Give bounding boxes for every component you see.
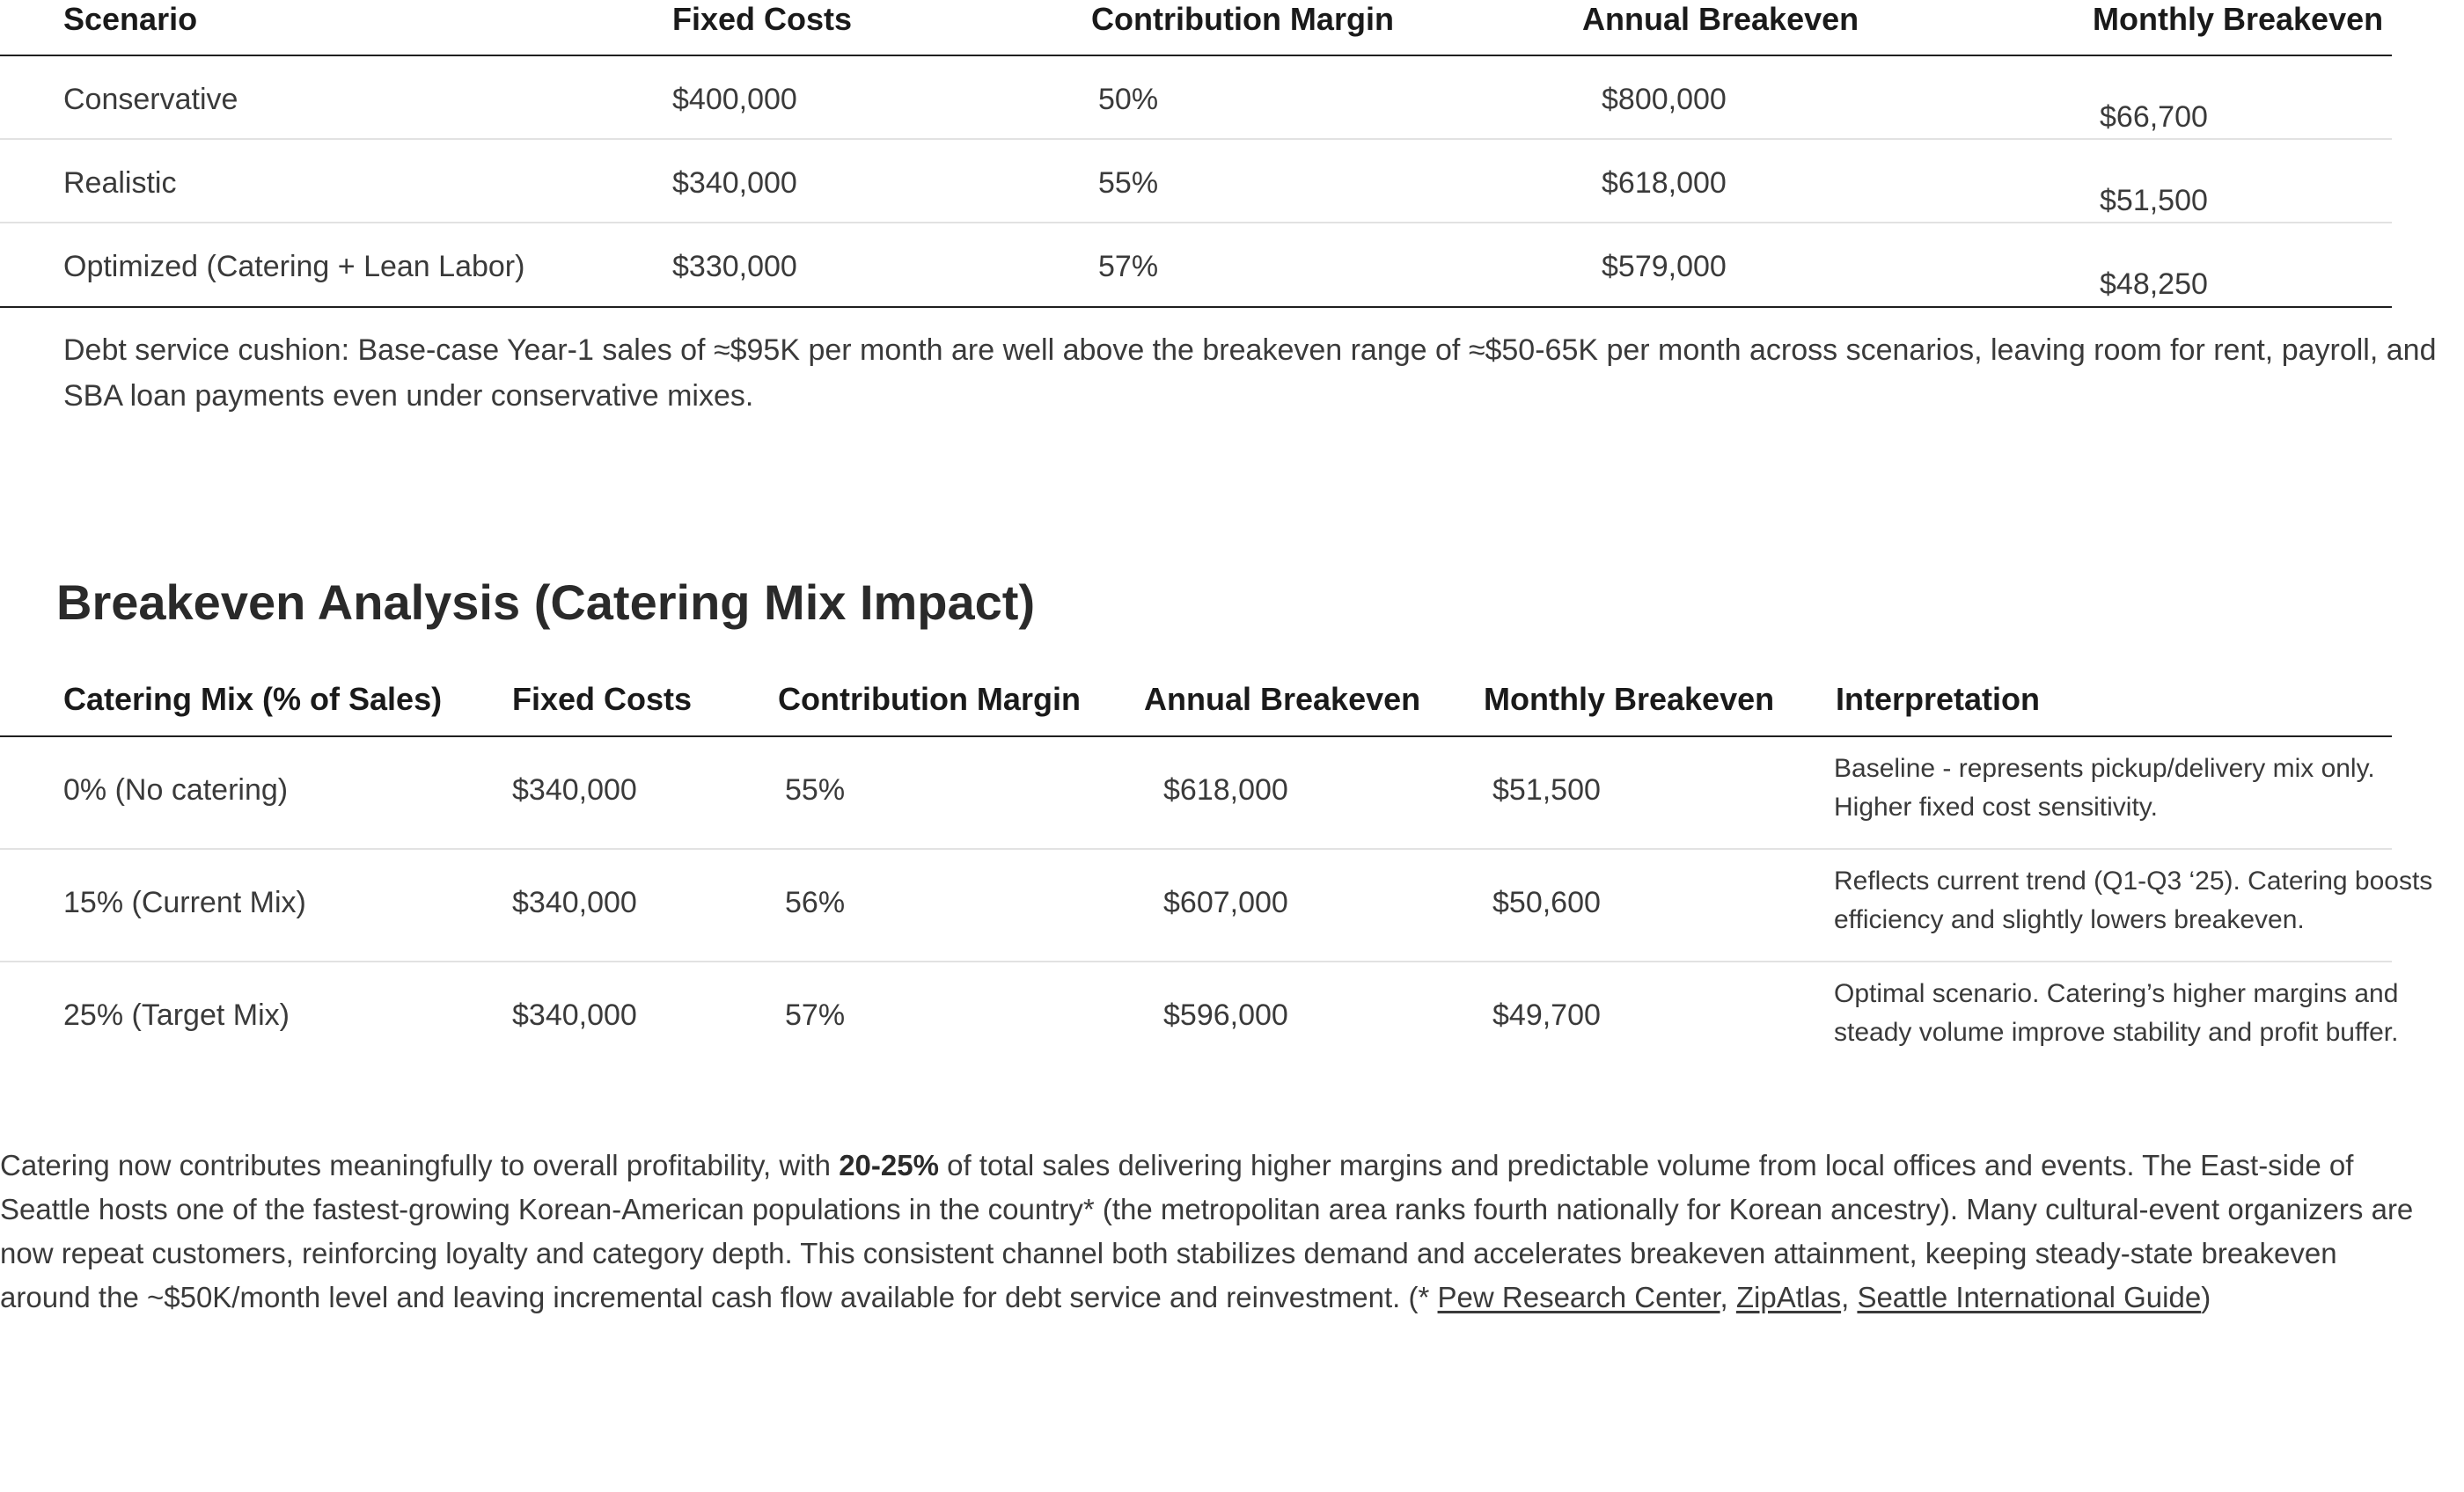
cell-monthly-breakeven: $49,700	[1492, 998, 1601, 1032]
zipatlas-link[interactable]: ZipAtlas	[1735, 1281, 1842, 1313]
paragraph-line-4	[0, 1276, 2455, 1320]
cell-annual-breakeven: $618,000	[1602, 166, 1727, 200]
paragraph-line-2: Seattle hosts one of the fastest-growing Korean-American populations in the country* (the metropolitan area ranks fourth nationally for Korean ancestry). Many cultural-event organizers are	[0, 1193, 2414, 1225]
seattle-international-guide-link[interactable]: Seattle International Guide	[1857, 1281, 2202, 1313]
header-contribution-margin: Contribution Margin	[1091, 1, 1394, 37]
cell-fixed-costs: $340,000	[672, 166, 797, 200]
cell-monthly-breakeven: $51,500	[1492, 773, 1601, 807]
cell-contribution-margin: 56%	[785, 886, 846, 919]
table-row	[0, 140, 2392, 223]
debt-service-note	[63, 327, 2464, 419]
cell-scenario: Realistic	[63, 166, 177, 200]
cell-interpretation: Reflects current trend (Q1-Q3 ‘25). Catering boosts efficiency and slightly lowers breakeven.	[1834, 867, 2433, 934]
header-annual-breakeven: Annual Breakeven	[1582, 1, 1859, 37]
table-row	[0, 737, 2392, 850]
cell-scenario: Optimized (Catering + Lean Labor)	[63, 250, 525, 283]
table-header-row	[0, 0, 2392, 56]
cell-interpretation: Optimal scenario. Catering’s higher margins and steady volume improve stability and profit buffer.	[1834, 979, 2399, 1047]
cell-scenario: Conservative	[63, 83, 238, 116]
cell-contribution-margin: 57%	[785, 998, 846, 1032]
catering-share-highlight: 20-25%	[839, 1149, 939, 1181]
cell-annual-breakeven: $596,000	[1163, 998, 1288, 1032]
paragraph-text: )	[2201, 1281, 2211, 1313]
paragraph-text: around the ~$50K/month level and leaving incremental cash flow available for debt service and reinvestment. (*	[0, 1281, 1438, 1313]
pew-research-link[interactable]: Pew Research Center	[1437, 1281, 1720, 1313]
cell-fixed-costs: $330,000	[672, 250, 797, 283]
paragraph-line-3: now repeat customers, reinforcing loyalty and category depth. This consistent channel both stabilizes demand and accelerates breakeven attainment, keeping steady-state breakeven	[0, 1237, 2337, 1269]
header-interpretation: Interpretation	[1836, 681, 2041, 717]
cell-monthly-breakeven: $48,250	[2100, 267, 2208, 301]
table-row	[0, 850, 2433, 962]
header-fixed-costs: Fixed Costs	[672, 1, 853, 37]
separator: ,	[1720, 1281, 1736, 1313]
header-fixed-costs: Fixed Costs	[512, 681, 693, 717]
paragraph-text: Catering now contributes meaningfully to overall profitability, with	[0, 1149, 840, 1181]
table-header-row	[0, 679, 2392, 737]
cell-fixed-costs: $340,000	[512, 886, 637, 919]
cell-contribution-margin: 57%	[1098, 250, 1159, 283]
paragraph-line-1	[0, 1144, 2455, 1188]
cell-fixed-costs: $400,000	[672, 83, 797, 116]
cell-contribution-margin: 50%	[1098, 83, 1159, 116]
cell-annual-breakeven: $618,000	[1163, 773, 1288, 807]
header-contribution-margin: Contribution Margin	[778, 681, 1081, 717]
cell-monthly-breakeven: $51,500	[2100, 184, 2208, 217]
section-heading: Breakeven Analysis (Catering Mix Impact)	[56, 574, 1036, 630]
header-annual-breakeven: Annual Breakeven	[1144, 681, 1421, 717]
cell-contribution-margin: 55%	[785, 773, 846, 807]
cell-contribution-margin: 55%	[1098, 166, 1159, 200]
header-monthly-breakeven: Monthly Breakeven	[2093, 1, 2384, 37]
cell-catering-mix: 15% (Current Mix)	[63, 886, 306, 919]
debt-service-note-line-2: SBA loan payments even under conservative mixes.	[63, 379, 754, 413]
header-scenario: Scenario	[63, 1, 198, 37]
table-row	[0, 56, 2392, 140]
cell-monthly-breakeven: $50,600	[1492, 886, 1601, 919]
cell-fixed-costs: $340,000	[512, 773, 637, 807]
cell-annual-breakeven: $800,000	[1602, 83, 1727, 116]
separator: ,	[1841, 1281, 1858, 1313]
cell-annual-breakeven: $607,000	[1163, 886, 1288, 919]
cell-monthly-breakeven: $66,700	[2100, 100, 2208, 134]
debt-service-note-line-1: Debt service cushion: Base-case Year-1 sales of ≈$95K per month are well above the breakeven range of ≈$50-65K per month across scenarios, leaving room for rent, payroll, and	[63, 333, 2437, 367]
table-row	[0, 962, 2399, 1073]
scenario-breakeven-table	[0, 0, 2392, 308]
cell-interpretation: Baseline - represents pickup/delivery mix only. Higher fixed cost sensitivity.	[1834, 754, 2375, 822]
catering-mix-table	[0, 679, 2433, 1073]
header-monthly-breakeven: Monthly Breakeven	[1484, 681, 1775, 717]
paragraph-text: of total sales delivering higher margins and predictable volume from local offices and events. The East-side of	[938, 1149, 2354, 1181]
cell-annual-breakeven: $579,000	[1602, 250, 1727, 283]
cell-fixed-costs: $340,000	[512, 998, 637, 1032]
catering-summary-paragraph	[0, 1144, 2455, 1320]
header-catering-mix: Catering Mix (% of Sales)	[63, 681, 443, 717]
table-row	[0, 223, 2392, 308]
cell-catering-mix: 25% (Target Mix)	[63, 998, 290, 1032]
cell-catering-mix: 0% (No catering)	[63, 773, 289, 807]
